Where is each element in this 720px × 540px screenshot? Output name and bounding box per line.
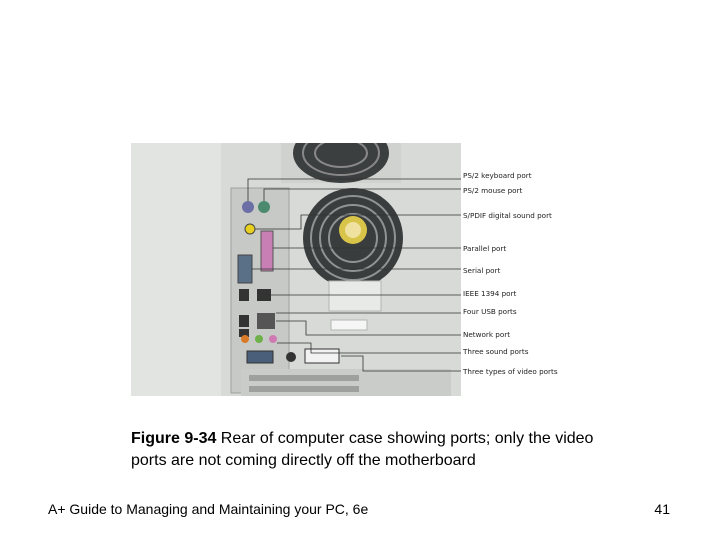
computer-rear-photo (131, 143, 563, 396)
figure-caption-text: Rear of computer case showing ports; only the video ports are not coming directly off the motherboard (131, 430, 594, 469)
main-fan (303, 188, 403, 288)
footer-book-title: A+ Guide to Managing and Maintaining your PC, 6e (48, 501, 369, 517)
footer-page-number: 41 (654, 501, 670, 517)
callout-ps2-keyboard: PS/2 keyboard port (463, 171, 532, 180)
callout-ieee1394: IEEE 1394 port (463, 289, 517, 298)
callout-usb: Four USB ports (463, 307, 517, 316)
figure-caption (131, 428, 631, 472)
top-fan-grille (281, 143, 401, 183)
callout-spdif: S/PDIF digital sound port (463, 211, 552, 220)
figure-number: Figure 9-34 (131, 430, 217, 447)
callout-sound: Three sound ports (463, 347, 529, 356)
callout-network: Network port (463, 330, 511, 339)
callout-parallel: Parallel port (463, 244, 507, 253)
callout-serial: Serial port (463, 266, 501, 275)
ps2-keyboard-jack (242, 201, 254, 213)
ps2-mouse-jack (258, 201, 270, 213)
callout-video: Three types of video ports (463, 367, 558, 376)
callout-ps2-mouse: PS/2 mouse port (463, 186, 523, 195)
